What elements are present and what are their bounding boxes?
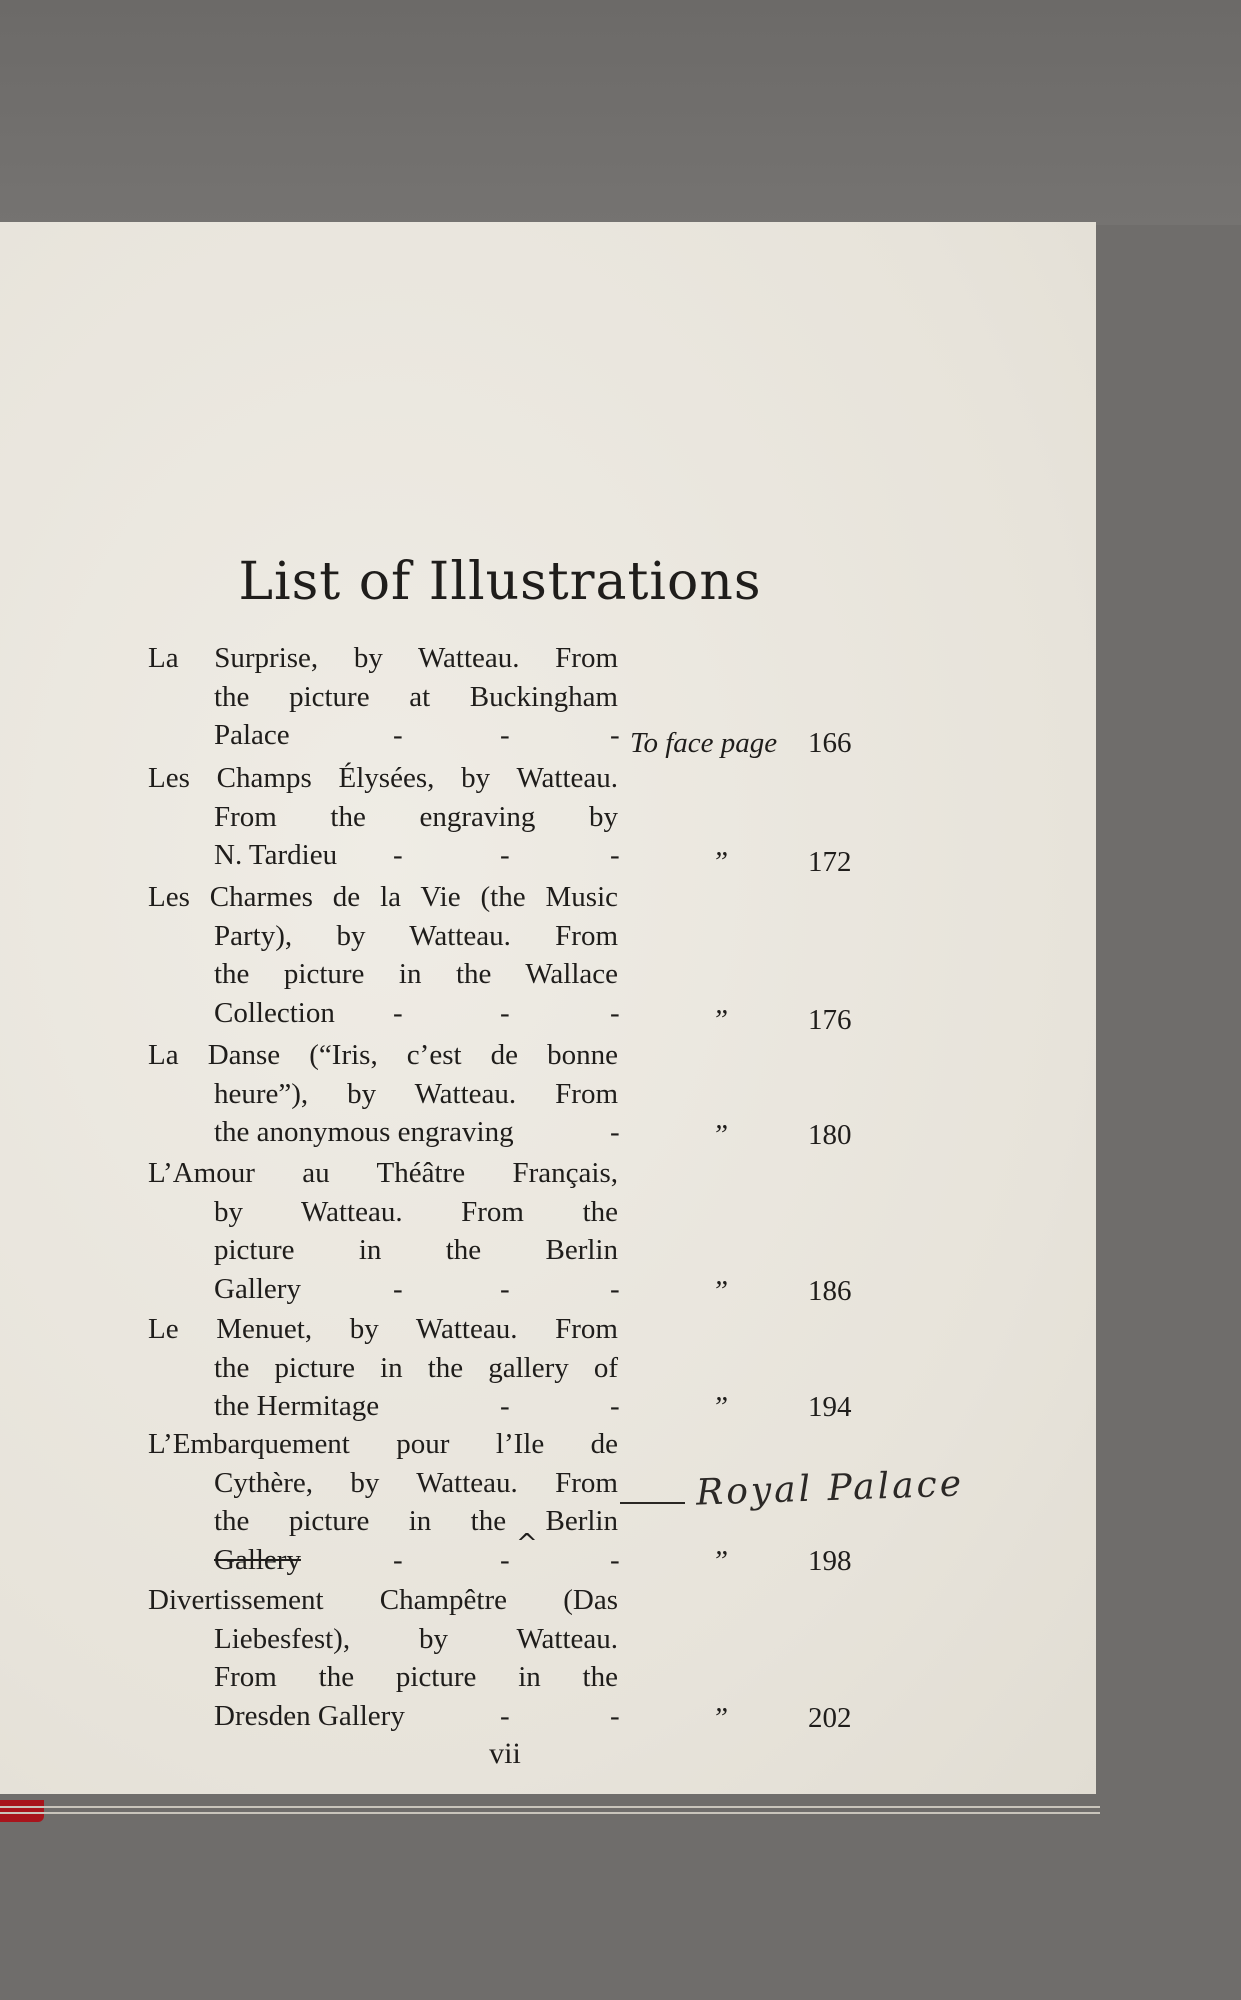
list-item [148, 759, 618, 875]
entry-line: heure”), by Watteau. From [214, 1077, 618, 1110]
page-edge [0, 1806, 1100, 1808]
ditto-mark: ” [712, 1702, 729, 1734]
entry-line: the picture in the Wallace [214, 958, 618, 991]
page-number: 186 [808, 1275, 852, 1307]
leader-dash: - [610, 1390, 620, 1423]
page-number: 194 [808, 1391, 852, 1423]
list-item [148, 1310, 618, 1426]
annotation-line [620, 1502, 685, 1504]
entry-line: L’Embarquement pour l’Ile de [148, 1428, 618, 1460]
entry-line: Le Menuet, by Watteau. From [148, 1313, 618, 1345]
entry-line [148, 1541, 618, 1580]
entry-line: La Danse (“Iris, c’est de bonne [148, 1039, 618, 1071]
entry-line [148, 1387, 618, 1426]
leader-dash: - [500, 1699, 510, 1732]
to-face-page-label: To face page [630, 727, 778, 759]
ditto-mark: ” [712, 1545, 729, 1577]
entry-line: Party), by Watteau. From [214, 919, 618, 952]
page-number: 172 [808, 846, 852, 878]
page-number: 198 [808, 1545, 852, 1577]
entry-line: Divertissement Champêtre (Das [148, 1584, 618, 1616]
entry-line: the picture in the gallery of [214, 1351, 618, 1384]
leader-dash: - [500, 1543, 510, 1576]
list-item [148, 1581, 618, 1735]
ditto-mark: ” [712, 846, 729, 878]
leader-dash: - [393, 1543, 403, 1576]
list-item [148, 878, 618, 1032]
entry-line [148, 716, 618, 755]
leader-dash: - [393, 1272, 403, 1305]
entry-line: Cythère, by Watteau. From [214, 1466, 618, 1499]
leader-dash: - [393, 719, 403, 752]
list-item [148, 639, 618, 755]
leader-dash: - [610, 1699, 620, 1732]
entry-line-text: Dresden Gallery [214, 1699, 405, 1732]
page-number: 176 [808, 1004, 852, 1036]
leader-dash: - [500, 839, 510, 872]
page-number: 202 [808, 1702, 852, 1734]
list-item [148, 1425, 618, 1579]
entry-line: La Surprise, by Watteau. From [148, 642, 618, 674]
page-folio: vii [489, 1737, 521, 1770]
ditto-mark: ” [712, 1004, 729, 1036]
entry-line-text: Collection [214, 996, 335, 1029]
entry-line [148, 836, 618, 875]
leader-dash: - [610, 839, 620, 872]
page-number: 166 [808, 727, 852, 759]
leader-dash: - [500, 1272, 510, 1305]
entry-line: picture in the Berlin [214, 1234, 618, 1267]
leader-dash: - [500, 1390, 510, 1423]
entry-line: by Watteau. From the [214, 1195, 618, 1228]
leader-dash: - [500, 996, 510, 1029]
entry-line: Les Charmes de la Vie (the Music [148, 881, 618, 913]
page-edge [0, 1812, 1100, 1814]
entry-line [148, 1270, 618, 1309]
struck-out-text: Gallery [214, 1543, 301, 1576]
leader-dash: - [393, 839, 403, 872]
ditto-mark: ” [712, 1119, 729, 1151]
bookmark-ribbon [0, 1800, 44, 1822]
handwritten-annotation: Royal Palace [695, 1463, 965, 1514]
entry-line: From the picture in the [214, 1661, 618, 1694]
entry-line [148, 994, 618, 1033]
insertion-caret-icon: ^ [516, 1529, 538, 1559]
entry-line: Liebesfest), by Watteau. [214, 1622, 618, 1655]
ditto-mark: ” [712, 1275, 729, 1307]
list-item [148, 1154, 618, 1308]
leader-dash: - [610, 1543, 620, 1576]
entry-line: L’Amour au Théâtre Français, [148, 1157, 618, 1189]
entry-line-text: N. Tardieu [214, 839, 338, 872]
entry-line: From the engraving by [214, 800, 618, 833]
backdrop [0, 0, 1241, 225]
leader-dash: - [610, 1272, 620, 1305]
leader-dash: - [393, 996, 403, 1029]
leader-dash: - [610, 719, 620, 752]
entry-line-text: Gallery [214, 1272, 301, 1305]
leader-dash: - [610, 1116, 620, 1149]
entry-line [148, 1113, 618, 1152]
entry-line: the picture at Buckingham [214, 680, 618, 713]
entry-line: the picture in the Berlin [214, 1505, 618, 1538]
book-page [0, 222, 1096, 1794]
entry-line-text: the anonymous engraving [214, 1116, 514, 1149]
entry-line-text: the Hermitage [214, 1390, 380, 1423]
entry-line-text: Palace [214, 719, 290, 752]
page-title: List of Illustrations [238, 552, 762, 612]
leader-dash: - [610, 996, 620, 1029]
leader-dash: - [500, 719, 510, 752]
page-number: 180 [808, 1119, 852, 1151]
ditto-mark: ” [712, 1391, 729, 1423]
entry-line: Les Champs Élysées, by Watteau. [148, 762, 618, 794]
entry-line [148, 1697, 618, 1736]
list-item [148, 1036, 618, 1152]
